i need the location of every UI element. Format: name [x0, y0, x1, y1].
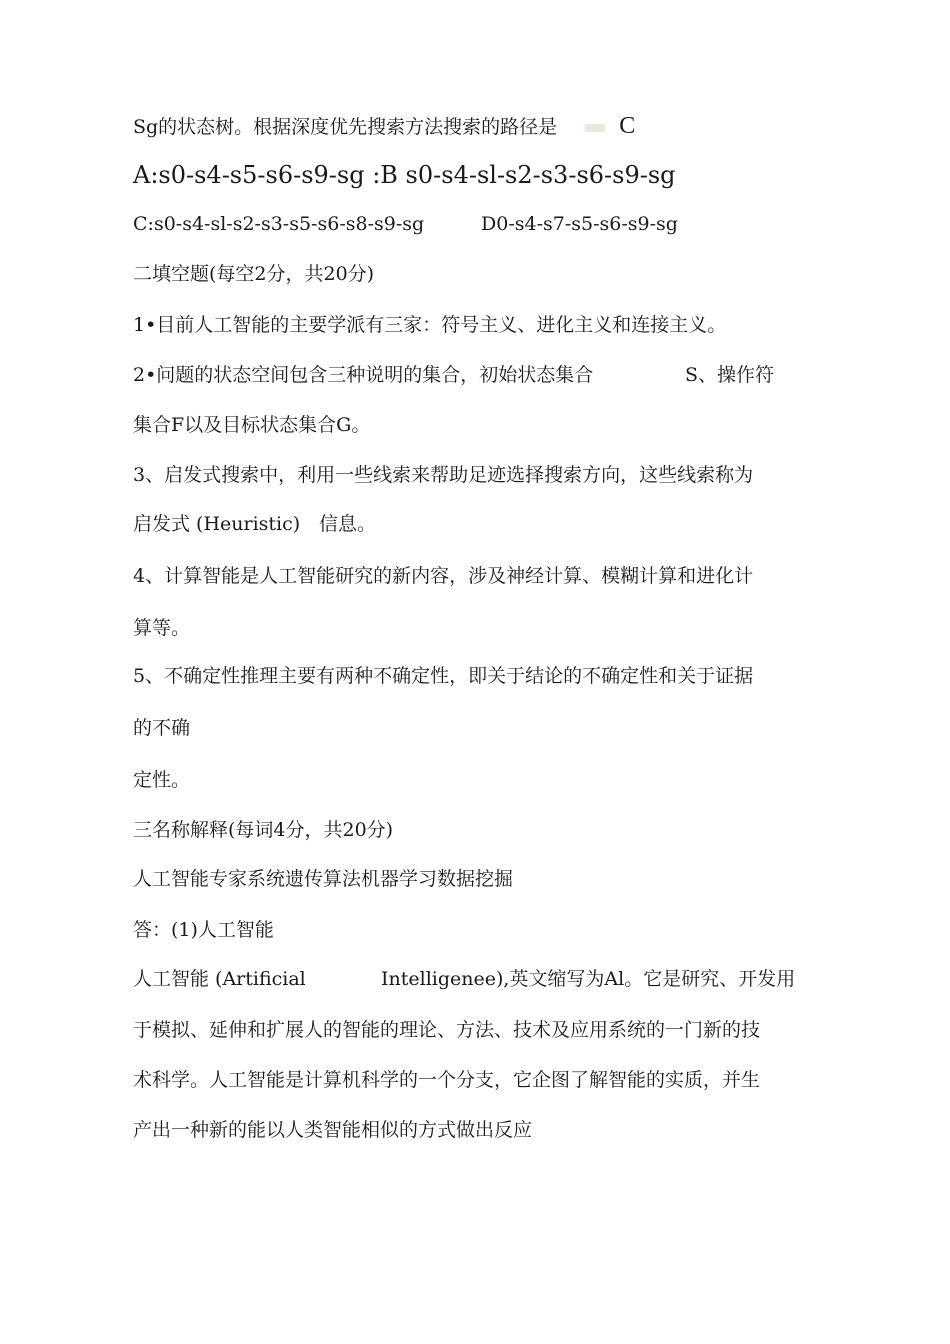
fill-item-5: 5、不确定性推理主要有两种不确定性，即关于结论的不确定性和关于证据 — [133, 665, 754, 687]
answer-heading: 答：(1)人工智能 — [133, 919, 274, 941]
fill-item-4-continued: 算等。 — [133, 617, 191, 639]
ai-definition-line-1 — [133, 967, 796, 991]
fill-item-5-end: 定性。 — [133, 769, 191, 791]
ai-definition-line-2: 于模拟、延伸和扩展人的智能的理论、方法、技术及应用系统的一门新的技 — [133, 1019, 761, 1041]
section-2-title: 二填空题(每空2分，共20分) — [133, 263, 375, 285]
options-c-d-line — [133, 212, 678, 236]
fill-item-2-line — [133, 363, 775, 387]
ai-term-continued: Intelligenee),英文缩写为Al。它是研究、开发用 — [381, 968, 796, 990]
fill-item-3-answer: 启发式 (Heuristic) — [133, 513, 301, 535]
fill-item-3: 3、启发式搜索中，利用一些线索来帮助足迹选择搜索方向，这些线索称为 — [133, 464, 754, 486]
section-3-title: 三名称解释(每词4分，共20分) — [133, 819, 394, 841]
question-stem-line — [133, 114, 635, 139]
fill-item-3-tail: 信息。 — [319, 513, 377, 535]
fill-item-1: 1•目前人工智能的主要学派有三家：符号主义、进化主义和连接主义。 — [133, 314, 727, 336]
ai-definition-line-3: 术科学。人工智能是计算机科学的一个分支，它企图了解智能的实质，并生 — [133, 1069, 761, 1091]
ai-definition-line-4: 产出一种新的能以人类智能相似的方式做出反应 — [133, 1119, 533, 1141]
fill-item-2-answer: S、操作符 — [685, 364, 775, 386]
fill-item-2-continued: 集合F以及目标状态集合G。 — [133, 414, 371, 436]
option-d: D0-s4-s7-s5-s6-s9-sg — [481, 213, 678, 235]
answer-highlight-mark — [585, 124, 605, 132]
term-list: 人工智能专家系统遗传算法机器学习数据挖掘 — [133, 868, 514, 890]
options-a-b: A:s0-s4-s5-s6-s9-sg :B s0-s4-sl-s2-s3-s6-s9-sg — [133, 161, 676, 189]
fill-item-3-answer-line — [133, 512, 377, 536]
fill-item-4: 4、计算智能是人工智能研究的新内容，涉及神经计算、模糊计算和进化计 — [133, 565, 754, 587]
question-stem: Sg的状态树。根据深度优先搜索方法搜索的路径是 — [133, 116, 558, 138]
fill-item-5-continued: 的不确 — [133, 717, 191, 739]
ai-term: 人工智能 (Artificial — [133, 968, 306, 990]
question-answer: C — [619, 113, 636, 139]
fill-item-2-text: 2•问题的状态空间包含三种说明的集合，初始状态集合 — [133, 364, 594, 386]
option-c: C:s0-s4-sl-s2-s3-s5-s6-s8-s9-sg — [133, 213, 425, 235]
